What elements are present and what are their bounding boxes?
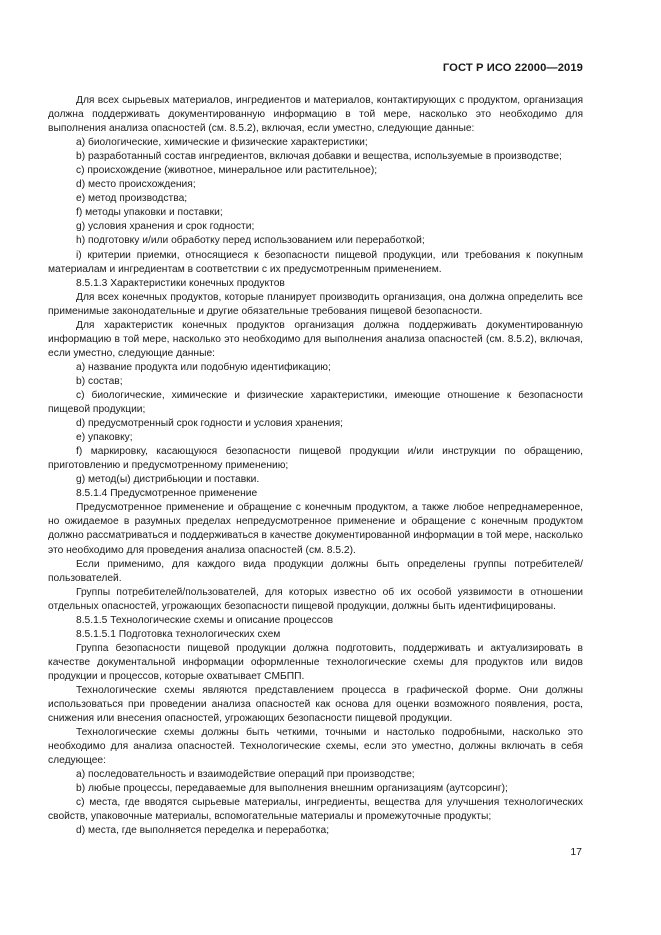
- paragraph: Если применимо, для каждого вида продукции должны быть определены группы потребителей/пользователей.: [48, 558, 583, 584]
- paragraph: f) маркировку, касающуюся безопасности пищевой продукции и/или инструкции по обращению, приготовлению и предусмотренному применению;: [48, 446, 583, 472]
- paragraph: g) условия хранения и срок годности;: [76, 221, 255, 233]
- paragraph: a) название продукта или подобную идентификацию;: [76, 361, 331, 373]
- paragraph: f) методы упаковки и поставки;: [76, 207, 223, 219]
- paragraph: e) метод производства;: [76, 193, 188, 205]
- paragraph: c) происхождение (животное, минеральное или растительное);: [76, 165, 378, 177]
- paragraph: b) разработанный состав ингредиентов, включая добавки и вещества, используемые в производстве;: [76, 151, 562, 163]
- paragraph: Для всех конечных продуктов, которые планирует производить организация, она должна определить все применимые законодательные и другие обязательные требования пищевой безопасности.: [48, 291, 583, 317]
- paragraph: d) места, где выполняется переделка и переработка;: [76, 825, 330, 837]
- paragraph: Для характеристик конечных продуктов организация должна поддерживать документированную информацию в той мере, насколько это необходимо для выполнения анализа опасностей (см. 8.5.2), включая, если уместно, следующие данные:: [48, 319, 583, 359]
- paragraph: c) биологические, химические и физические характеристики, имеющие отношение к безопасности пищевой продукции;: [48, 389, 583, 416]
- paragraph: Технологические схемы должны быть четкими, точными и настолько подробными, насколько это необходимо для анализа опасностей. Технологические схемы, если это уместно, должны включать в себя следующее:: [48, 727, 583, 767]
- paragraph: 8.5.1.4 Предусмотренное применение: [76, 488, 258, 500]
- page-number: 17: [570, 846, 582, 858]
- paragraph: Для всех сырьевых материалов, ингредиентов и материалов, контактирующих с продуктом, организация должна поддерживать документированную информацию в той мере, насколько это необходимо для выполнения анализа опасностей (см. 8.5.2), включая, если уместно, следующие данные:: [48, 95, 583, 135]
- paragraph: c) места, где вводятся сырьевые материалы, ингредиенты, вещества для улучшения технологических свойств, упаковочные материалы, вспомогательные материалы и промежуточные продукты;: [48, 797, 583, 823]
- paragraph: a) биологические, химические и физические характеристики;: [76, 137, 368, 149]
- paragraph: Технологические схемы являются представлением процесса в графической форме. Они должны использоваться при проведении анализа опасностей как основа для оценки возможного появления, роста, снижения или внесения опасностей, угрожающих безопасности пищевой продукции.: [48, 684, 583, 725]
- paragraph: g) метод(ы) дистрибьюции и поставки.: [76, 474, 260, 486]
- paragraph: 8.5.1.5.1 Подготовка технологических схем: [76, 628, 281, 640]
- paragraph: 8.5.1.5 Технологические схемы и описание процессов: [76, 614, 334, 626]
- paragraph: a) последовательность и взаимодействие операций при производстве;: [76, 769, 415, 781]
- paragraph: b) состав;: [76, 375, 123, 387]
- paragraph: Предусмотренное применение и обращение с конечным продуктом, а также любое непреднамеренное, но ожидаемое в разумных пределах непредусмотренное применение и обращение с конечным продуктом должно рассматриваться и поддерживаться в качестве документированной информации в той мере, насколько это необходимо для проведения анализа опасностей (см. 8.5.2).: [48, 502, 583, 556]
- document-header: ГОСТ Р ИСО 22000—2019: [442, 62, 583, 74]
- paragraph: h) подготовку и/или обработку перед использованием или переработкой;: [76, 235, 425, 247]
- paragraph: Группа безопасности пищевой продукции должна подготовить, поддерживать и актуализировать в качестве документальной информации оформленные технологические схемы для продуктов или видов продукции и процессов, которые охватывает СМБПП.: [48, 642, 583, 682]
- paragraph: Группы потребителей/пользователей, для которых известно об их особой уязвимости в отношении отдельных опасностей, угрожающих безопасности пищевой продукции, должны быть идентифицированы.: [48, 586, 583, 612]
- paragraph: 8.5.1.3 Характеристики конечных продуктов: [76, 277, 285, 289]
- paragraph: d) предусмотренный срок годности и условия хранения;: [76, 418, 344, 430]
- paragraph: e) упаковку;: [76, 432, 133, 444]
- document-body: [48, 94, 583, 838]
- paragraph: b) любые процессы, передаваемые для выполнения внешним организациям (аутсорсинг);: [76, 783, 508, 795]
- paragraph: d) место происхождения;: [76, 179, 196, 191]
- paragraph: i) критерии приемки, относящиеся к безопасности пищевой продукции, или требования к покупным материалам и ингредиентам в соответствии с их предусмотренным применением.: [48, 249, 583, 275]
